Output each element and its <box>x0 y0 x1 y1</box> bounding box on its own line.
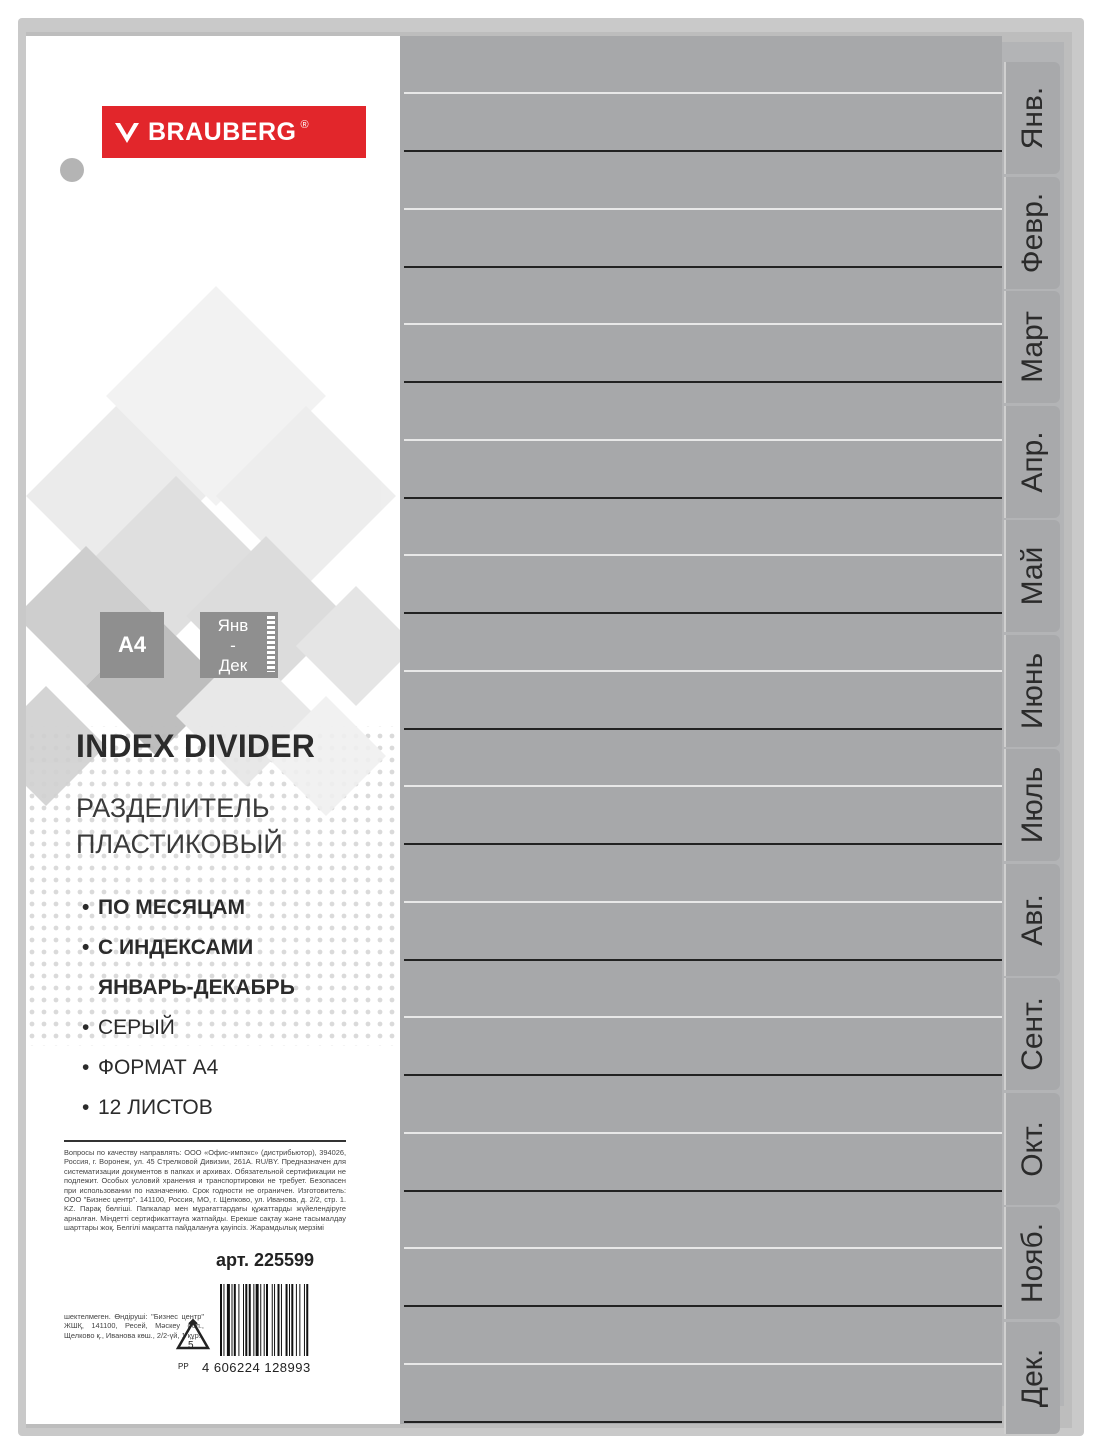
feature-list <box>82 888 295 1128</box>
month-tab <box>1004 1322 1060 1434</box>
month-tab-label: Май <box>1016 546 1049 606</box>
registered-mark: ® <box>300 119 309 131</box>
subtitle-line-2: ПЛАСТИКОВЫЙ <box>76 829 283 859</box>
feature-item: • 12 ЛИСТОВ <box>82 1088 295 1128</box>
ruled-line <box>404 208 1002 210</box>
month-tab <box>1004 978 1060 1090</box>
tab-separator-line <box>404 1190 1002 1192</box>
month-tab-label: Авг. <box>1016 893 1049 946</box>
tab-separator-line <box>404 843 1002 845</box>
brand-logo <box>102 106 366 158</box>
month-range-badge <box>200 612 278 678</box>
recycle-material: PP <box>178 1362 189 1371</box>
tab-separator-line <box>404 959 1002 961</box>
ruled-line <box>404 323 1002 325</box>
month-tab <box>1004 864 1060 976</box>
month-tab <box>1004 291 1060 403</box>
checkmark-icon <box>114 119 140 145</box>
tab-separator-line <box>404 728 1002 730</box>
range-end: Дек <box>218 656 248 675</box>
feature-item: • С ИНДЕКСАМИ <box>82 928 295 968</box>
feature-item: • ПО МЕСЯЦАМ <box>82 888 295 928</box>
month-tab <box>1004 1093 1060 1205</box>
ruled-line <box>404 554 1002 556</box>
range-dash: - <box>230 636 236 655</box>
tab-separator-line <box>404 150 1002 152</box>
tab-separator-line <box>404 266 1002 268</box>
month-tab-label: Март <box>1016 311 1049 383</box>
feature-item-continued: ЯНВАРЬ-ДЕКАБРЬ <box>98 976 295 999</box>
month-tab <box>1004 1207 1060 1319</box>
article-number: арт. 225599 <box>216 1250 315 1270</box>
punch-hole <box>60 158 84 182</box>
barcode-number: 4 606224 128993 <box>202 1360 311 1375</box>
ruled-line <box>404 1363 1002 1365</box>
month-tab-label: Февр. <box>1016 192 1049 273</box>
tabs-icon <box>267 616 275 672</box>
format-badge: A4 <box>100 612 164 678</box>
barcode-icon <box>218 1284 346 1360</box>
divider-rule <box>64 1140 346 1142</box>
month-tab <box>1004 749 1060 861</box>
month-tab-label: Дек. <box>1016 1348 1049 1407</box>
ruled-line <box>404 670 1002 672</box>
month-tab <box>1004 406 1060 518</box>
ruled-line <box>404 92 1002 94</box>
subtitle-line-1: РАЗДЕЛИТЕЛЬ <box>76 793 270 823</box>
ruled-line <box>404 1016 1002 1018</box>
feature-item: • ФОРМАТ А4 <box>82 1048 295 1088</box>
month-tab-label: Апр. <box>1016 430 1049 493</box>
fine-print-main: Вопросы по качеству направлять: ООО «Офис-импэкс» (дистрибьютор), 394026, Россия, г. Воронеж, ул. 45 Стрелковой Дивизии, 261А. RU/BY. Предназначен для систематизации документов в папках и архивах. Обязательной сертификации не подлежит. Особых условий хранения и транспортировки не требует. Безопасен при использовании по назначению. Срок годности не ограничен. Изготовитель: ООО "Бизнес центр". 141100, Россия, МО, г. Щелково, ул. Иванова, д. 2/2, стр. 1. KZ. Парақ бөлгіші. Папкалар мен мұрағаттардағы құжаттарды жүйелендіруге арналған. Міндетті сертификаттауға жатпайды. Ерекше сақтау және тасымалдау шарттары жоқ. Белгілі мақсатта пайдалануға қауіпсіз. Жарамдылық мерзімі <box>64 1148 346 1233</box>
month-tab <box>1004 520 1060 632</box>
range-start: Янв <box>217 616 249 635</box>
ruled-line <box>404 1247 1002 1249</box>
month-tab <box>1004 635 1060 747</box>
ruled-line <box>404 785 1002 787</box>
tab-separator-line <box>404 612 1002 614</box>
ruled-line <box>404 1132 1002 1134</box>
ruled-line <box>404 439 1002 441</box>
recycle-code: 5 <box>188 1340 194 1351</box>
tab-separator-line <box>404 1074 1002 1076</box>
ruled-line <box>404 901 1002 903</box>
fine-print-continued: шектелмеген. Өндіруші: "Бизнес центр" ЖШҚ, 141100, Ресей, Мәскеу обл., Щелково қ., Иванова көш., 2/2-үй, 1 құр. <box>64 1312 204 1340</box>
tab-separator-line <box>404 497 1002 499</box>
tab-separator-line <box>404 1305 1002 1307</box>
month-tab <box>1004 177 1060 289</box>
month-tab-label: Нояб. <box>1016 1222 1049 1304</box>
brand-name: BRAUBERG <box>148 117 297 146</box>
product-subtitle <box>76 790 283 862</box>
month-tab-label: Сент. <box>1016 997 1049 1071</box>
feature-item: • СЕРЫЙ <box>82 1008 295 1048</box>
month-tab-label: Июнь <box>1016 652 1049 729</box>
tab-separator-line <box>404 381 1002 383</box>
month-tab <box>1004 62 1060 174</box>
product-title: INDEX DIVIDER <box>76 728 316 764</box>
divider-sheet <box>400 36 1002 1424</box>
month-tab-label: Окт. <box>1016 1120 1049 1177</box>
month-tab-label: Июль <box>1016 766 1049 844</box>
month-tab-label: Янв. <box>1016 86 1049 150</box>
tab-separator-line <box>404 1421 1002 1423</box>
